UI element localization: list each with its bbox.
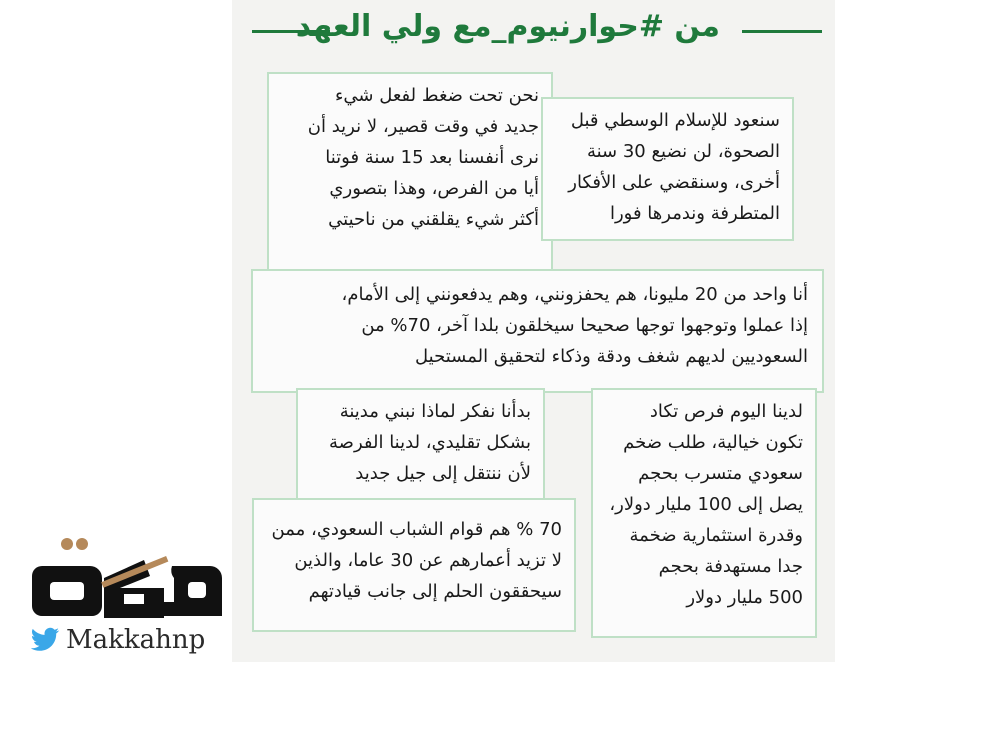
title-line-right: [742, 30, 822, 33]
quote-box-pressure: [267, 72, 553, 272]
quote-box-20-million: [251, 269, 824, 393]
quote-text: 70 % هم قوام الشباب السعودي، ممن لا تزيد أعمارهم عن 30 عاما، والذين سيحققون الحلم إلى جانب قيادتهم: [271, 519, 562, 602]
quote-text: سنعود للإسلام الوسطي قبل الصحوة، لن نضيع 30 سنة أخرى، وسنقضي على الأفكار المتطرفة وندمرها فورا: [568, 110, 780, 224]
twitter-handle-text: Makkahnp: [66, 625, 206, 655]
twitter-bird-icon: [30, 627, 60, 653]
quote-box-moderate-islam: [541, 97, 794, 241]
twitter-handle: [30, 624, 205, 656]
quote-text: بدأنا نفكر لماذا نبني مدينة بشكل تقليدي، لدينا الفرصة لأن ننتقل إلى جيل جديد: [329, 401, 531, 484]
quote-text: أنا واحد من 20 مليونا، هم يحفزونني، وهم يدفعونني إلى الأمام، إذا عملوا وتوجهوا توجها صحيحا سيخلقون بلدا آخر، 70% من السعوديين لديهم شغف ودقة وذكاء لتحقيق المستحيل: [341, 284, 808, 367]
quote-text: لدينا اليوم فرص تكاد تكون خيالية، طلب ضخم سعودي متسرب بحجم يصل إلى 100 مليار دولار، وقدرة استثمارية ضخمة جدا مستهدفة بحجم 500 مليار دولار: [609, 401, 803, 608]
quote-box-new-city: [296, 388, 545, 505]
quote-box-opportunities: [591, 388, 817, 638]
infographic-title: من #حوارنيوم_مع ولي العهد: [295, 9, 720, 44]
quote-box-youth: [252, 498, 576, 632]
quote-text: نحن تحت ضغط لفعل شيء جديد في وقت قصير، لا نريد أن نرى أنفسنا بعد 15 سنة فوتنا أيا من الفرص، وهذا بتصوري أكثر شيء يقلقني من ناحيتي: [307, 85, 539, 230]
